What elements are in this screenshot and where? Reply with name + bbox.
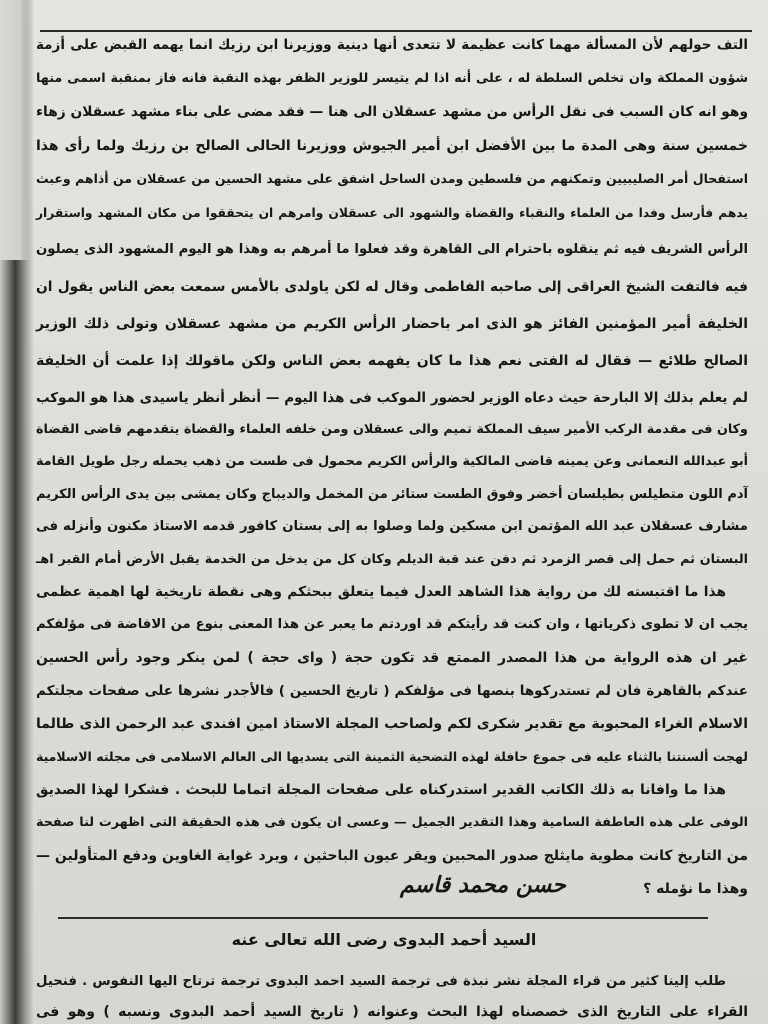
text-line: هذا ما اقتبسته لك من رواية هذا الشاهد العدل فيما يتعلق ببحثكم وهى نقطة تاريخية لها اهمية عظمى xyxy=(36,584,726,600)
text-line: البستان ثم حمل إلى قصر الزمرد ثم دفن عند قبة الديلم وكان كل من يدخل من الخدمة يقبل الأرض أمام القبر اهـ xyxy=(36,552,748,567)
text-line: يجب ان لا تطوى ذكرياتها ، وان كنت قد رأيتكم قد اوردتم ما يعبر عن هذا المعنى بنوع من الافاضة فى مؤلفكم xyxy=(36,617,748,632)
text-line: التف حولهم لأن المسألة مهما كانت عظيمة لا تتعدى أنها دينية ووزيرنا ابن رزيك انما يهمه القبض على أزمة xyxy=(36,37,748,53)
text-line: الاسلام الغراء المحبوبة مع تقدير شكرى لكم ولصاحب المجلة الاستاذ امين افندى عبد الرحمن الذى طالما xyxy=(36,716,748,732)
text-line: هذا ما وافانا به ذلك الكاتب القدير استدركناه على صفحات المجلة اتماما للبحث . فشكرا لهذا الصديق xyxy=(36,782,726,798)
text-line: شؤون المملكة وان تخلص السلطة له ، على أنه اذا لم يتيسر للوزير الظفر بهذه النقبة فانه فاز بمنقبة اسمى منها xyxy=(36,71,748,86)
text-line: وهو انه كان السبب فى نقل الرأس من مشهد عسقلان الى هنا — فقد مضى على بناء مشهد عسقلان زهاء xyxy=(36,104,748,120)
text-line: الصالح طلائع — فقال له الفتى نعم هذا ما كان يفهمه بعض الناس ولكن ماقولك إذا علمت أن الخليفة xyxy=(36,353,748,369)
text-line: الرأس الشريف فيه ثم ينقلوه باحترام الى القاهرة وقد فعلوا ما أمرهم به وهذا هو اليوم المشهود الذى يصلون xyxy=(36,242,748,257)
text-line: استفحال أمر الصليبيين وتمكنهم من فلسطين ومدن الساحل اشفق على مشهد الحسين من عسقلان من أذاهم وعبث xyxy=(36,171,748,186)
page-edge-highlight xyxy=(0,0,34,260)
section-divider xyxy=(58,917,708,919)
text-line: غير ان هذه الرواية من هذا المصدر الممتع قد تكون حجة ( واى حجة ) لمن ينكر وجود رأس الحسين xyxy=(36,650,748,666)
text-line: من التاريخ كانت مطوية مايثلج صدور المحبين ويقر عيون الباحثين ، ويرد غواية الغاوين ودفع المتأولين — xyxy=(36,848,748,864)
text-line: مشارف عسقلان عبد الله المؤتمن ابن مسكين ولما وصلوا به إلى بستان كافور قدمه الاستاذ مكنون وأنزله فى xyxy=(36,519,748,534)
section-title: السيد أحمد البدوى رضى الله تعالى عنه xyxy=(231,930,537,949)
text-line: فيه فالتفت الشيخ العراقى إلى صاحبه الفاطمى وقال له لكن ياولدى بالأمس سمعت بعض الناس يقول ان xyxy=(36,279,748,295)
author-signature: حسن محمد قاسم xyxy=(400,872,566,898)
text-line: القراء على التاريخ الذى خصصناه لهذا البحث وعنوانه ( تاريخ السيد أحمد البدوى ونسبه ) وهو فى xyxy=(36,1004,748,1020)
text-line: طلب إلينا كثير من قراء المجلة نشر نبذة فى ترجمة السيد احمد البدوى ترجمة ترتاح اليها النفوس . فنحيل xyxy=(36,974,726,989)
text-line: لم يعلم بذلك إلا البارحة حيث دعاه الوزير لحضور الموكب فى هذا اليوم — أنظر أنظر ياسيدى هذا هو الموكب xyxy=(36,390,748,406)
text-line: أبو عبدالله النعمانى وعن يمينه قاضى المالكية والرأس الكريم محمول فى طست من ذهب يحمله رجل طويل القامة xyxy=(36,454,748,469)
text-line: آدم اللون متطيلس بطيلسان أخضر وفوق الطست ستائر من المخمل والديباج وكان يمشى بين يدى الرأس الكريم xyxy=(36,487,748,502)
text-line: عندكم بالقاهرة فان لم تستدركوها بنصها فى مؤلفكم ( تاريخ الحسين ) فالأجدر نشرها على صفحات مجلتكم xyxy=(36,683,748,699)
text-line: خمسين سنة وهى المدة ما بين الأفضل ابن أمير الجيوش ووزيرنا الحالى الصالح بن رزيك ولما رأى هذا xyxy=(36,138,748,154)
text-line: وهذا ما نؤمله ؟ xyxy=(643,881,748,897)
text-line: الخليفة أمير المؤمنين الفائز هو الذى امر باحضار الرأس الكريم من مشهد عسقلان وتولى ذلك الوزير xyxy=(36,316,748,332)
text-line: وكان فى مقدمة الركب الأمير سيف المملكة تميم والى عسقلان ومن خلفه العلماء والقضاة يتقدمهم قاضى القضاة xyxy=(36,422,748,437)
text-line: لهجت ألسنتنا بالثناء عليه فى جموع حافلة لهذه التضحية الثمينة التى يسديها الى العالم الاسلامى فى مجلته الاسلامية xyxy=(36,749,748,764)
top-rule xyxy=(40,30,752,32)
text-line: الوفى على هذه العاطفة السامية وهذا التقدير الجميل — وعسى ان يكون فى هذه الحقيقة التى اظهرت لنا صفحة xyxy=(36,815,748,830)
text-line: يدهم فأرسل وفدا من العلماء والنقباء والقضاة والشهود الى عسقلان وامرهم ان يتحققوا من مكان المشهد واستقرار xyxy=(36,206,748,220)
